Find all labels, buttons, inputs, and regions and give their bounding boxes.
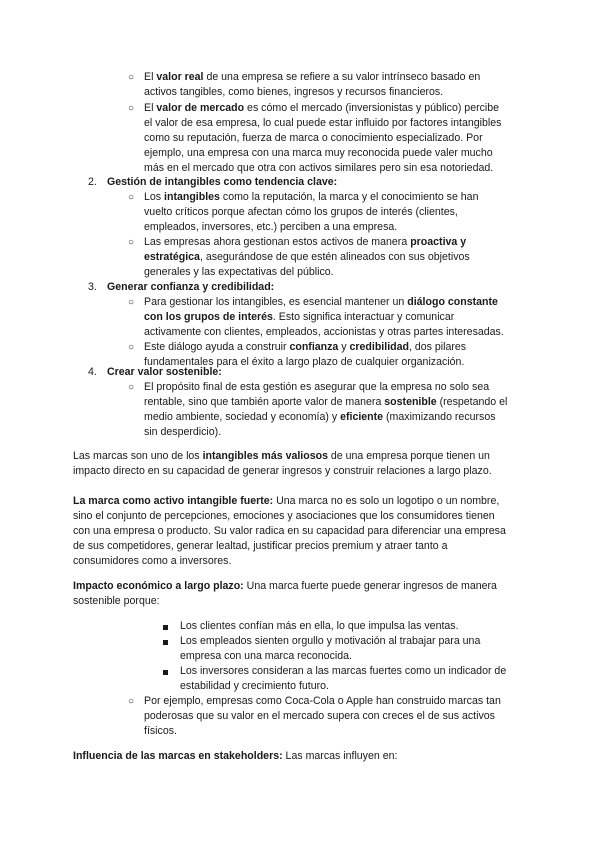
text-run: empleados, inversores, etc.) perciben a una empresa. bbox=[144, 221, 398, 233]
text-run: El propósito final de esta gestión es asegurar que la empresa no solo sea bbox=[144, 381, 490, 393]
text-line bbox=[144, 709, 495, 725]
text-run: Por ejemplo, empresas como Coca-Cola o Apple han construido marcas tan bbox=[144, 695, 501, 707]
text-run: Las empresas ahora gestionan estos activos de manera bbox=[144, 236, 411, 248]
text-line bbox=[180, 619, 459, 635]
square-bullet-icon bbox=[163, 625, 168, 630]
text-run: Las marcas influyen en: bbox=[282, 750, 398, 762]
bold-run: Gestión de intangibles como tendencia clave: bbox=[107, 176, 338, 188]
text-line bbox=[73, 449, 490, 465]
text-run: Para gestionar los intangibles, es esencial mantener un bbox=[144, 296, 408, 308]
text-line bbox=[144, 235, 466, 251]
square-bullet-icon bbox=[163, 670, 168, 675]
text-line bbox=[144, 190, 478, 206]
text-line bbox=[144, 131, 483, 147]
bold-run: sostenible bbox=[384, 396, 437, 408]
text-line bbox=[144, 146, 493, 162]
circle-bullet-icon: ○ bbox=[128, 72, 135, 83]
text-line bbox=[73, 509, 495, 525]
text-line bbox=[180, 664, 506, 680]
bold-run: proactiva y bbox=[410, 236, 467, 248]
text-line bbox=[144, 310, 454, 326]
text-line bbox=[180, 649, 352, 665]
text-line bbox=[144, 265, 334, 281]
text-line bbox=[107, 175, 337, 191]
bold-run: Influencia de las marcas en stakeholders: bbox=[73, 750, 283, 762]
text-run: empresa con una marca reconocida. bbox=[180, 650, 352, 662]
text-run: (respetando el bbox=[436, 396, 508, 408]
text-run: , asegurándose de que estén alineados con sus objetivos bbox=[199, 251, 470, 263]
circle-bullet-icon: ○ bbox=[128, 696, 135, 707]
text-run: como su reputación, fuerza de marca o conocimiento especializado. Por bbox=[144, 132, 483, 144]
text-run: vuelto críticos porque afectan cómo los grupos de interés (clientes, bbox=[144, 206, 458, 218]
text-line bbox=[144, 85, 443, 101]
text-line bbox=[144, 295, 498, 311]
text-line bbox=[144, 395, 507, 411]
text-run: El bbox=[144, 71, 157, 83]
text-line bbox=[144, 220, 397, 236]
text-run: (maximizando recursos bbox=[383, 411, 496, 423]
text-run: poderosas que su valor en el mercado supera con creces el de sus activos bbox=[144, 710, 495, 722]
bold-run: Crear valor sostenible: bbox=[107, 366, 222, 378]
text-run: de una empresa se refiere a su valor intrínseco basado en bbox=[203, 71, 481, 83]
text-run: impacto directo en su capacidad de generar ingresos y construir relaciones a largo plazo. bbox=[73, 465, 492, 477]
bold-run: diálogo constante bbox=[407, 296, 498, 308]
circle-bullet-icon: ○ bbox=[128, 237, 135, 248]
text-line bbox=[144, 101, 499, 117]
text-line bbox=[144, 724, 177, 740]
text-run: . Esto significa interactuar y comunicar bbox=[272, 311, 455, 323]
text-run: Los empleados sienten orgullo y motivación al trabajar para una bbox=[180, 635, 481, 647]
text-run: Una marca no es solo un logotipo o un nombre, bbox=[273, 495, 500, 507]
text-line bbox=[144, 340, 466, 356]
bold-run: valor de mercado bbox=[156, 102, 245, 114]
text-run: Las marcas son uno de los bbox=[73, 450, 203, 462]
text-run: más en el mercado que otra con activos similares pero sin esa notoriedad. bbox=[144, 162, 494, 174]
text-run: Los inversores consideran a las marcas fuertes como un indicador de bbox=[180, 665, 507, 677]
bold-run: credibilidad bbox=[349, 341, 409, 353]
text-line bbox=[144, 325, 504, 341]
text-run: sostenible porque: bbox=[73, 595, 160, 607]
text-line bbox=[107, 365, 222, 381]
text-line bbox=[73, 579, 497, 595]
text-run: Los bbox=[144, 191, 165, 203]
circle-bullet-icon: ○ bbox=[128, 342, 135, 353]
text-line bbox=[180, 679, 329, 695]
bold-run: intangibles bbox=[164, 191, 220, 203]
bold-run: Generar confianza y credibilidad: bbox=[107, 281, 275, 293]
text-line bbox=[107, 280, 274, 296]
text-line bbox=[144, 70, 480, 86]
text-line bbox=[144, 425, 221, 441]
circle-bullet-icon: ○ bbox=[128, 103, 135, 114]
text-run: de una empresa porque tienen un bbox=[327, 450, 490, 462]
bold-run: eficiente bbox=[340, 411, 384, 423]
bold-run: estratégica bbox=[144, 251, 200, 263]
text-line bbox=[73, 464, 492, 480]
text-line bbox=[144, 116, 501, 132]
text-run: , dos pilares bbox=[408, 341, 467, 353]
text-run: estabilidad y crecimiento futuro. bbox=[180, 680, 329, 692]
text-line bbox=[144, 410, 496, 426]
circle-bullet-icon: ○ bbox=[128, 297, 135, 308]
text-run: y bbox=[338, 341, 350, 353]
text-line bbox=[144, 205, 458, 221]
text-line bbox=[73, 554, 231, 570]
text-line bbox=[73, 539, 448, 555]
text-run: rentable, sino que también aporte valor de manera bbox=[144, 396, 385, 408]
text-run: sin desperdicio). bbox=[144, 426, 222, 438]
text-run: sino el conjunto de percepciones, emociones y asociaciones que los consumidores tienen bbox=[73, 510, 495, 522]
text-run: consumidores como a inversores. bbox=[73, 555, 232, 567]
list-number-4: 4. bbox=[88, 366, 97, 378]
text-line bbox=[144, 694, 501, 710]
bold-run: con los grupos de interés bbox=[144, 311, 273, 323]
text-line bbox=[73, 494, 499, 510]
text-run: Una marca fuerte puede generar ingresos de manera bbox=[243, 580, 497, 592]
text-line bbox=[73, 524, 506, 540]
text-run: ejemplo, una empresa con una marca muy reconocida puede valer mucho bbox=[144, 147, 493, 159]
square-bullet-icon bbox=[163, 640, 168, 645]
text-run: generales y las expectativas del público. bbox=[144, 266, 334, 278]
circle-bullet-icon: ○ bbox=[128, 382, 135, 393]
bold-run: intangibles más valiosos bbox=[202, 450, 328, 462]
text-run: Este diálogo ayuda a construir bbox=[144, 341, 290, 353]
text-run: de sus competidores, generar lealtad, justificar precios premium y atraer tanto a bbox=[73, 540, 448, 552]
text-run: activamente con clientes, empleados, accionistas y otras partes interesadas. bbox=[144, 326, 504, 338]
list-number-3: 3. bbox=[88, 281, 97, 293]
text-line bbox=[73, 594, 160, 610]
text-run: físicos. bbox=[144, 725, 177, 737]
text-run: el valor de esa empresa, lo cual puede estar influido por factores intangibles bbox=[144, 117, 502, 129]
text-run: es cómo el mercado (inversionistas y público) percibe bbox=[244, 102, 500, 114]
circle-bullet-icon: ○ bbox=[128, 192, 135, 203]
list-number-2: 2. bbox=[88, 176, 97, 188]
bold-run: La marca como activo intangible fuerte: bbox=[73, 495, 274, 507]
text-line bbox=[73, 749, 397, 765]
text-run: Los clientes confían más en ella, lo que impulsa las ventas. bbox=[180, 620, 459, 632]
text-run: fundamentales para el éxito a largo plazo de cualquier organización. bbox=[144, 356, 465, 368]
bold-run: Impacto económico a largo plazo: bbox=[73, 580, 244, 592]
text-line bbox=[144, 380, 489, 396]
text-run: medio ambiente, sociedad y economía) y bbox=[144, 411, 341, 423]
bold-run: confianza bbox=[289, 341, 339, 353]
text-run: activos tangibles, como bienes, ingresos y recursos financieros. bbox=[144, 86, 444, 98]
bold-run: valor real bbox=[156, 71, 204, 83]
text-run: con una empresa o producto. Su valor radica en su capacidad para diferenciar una empresa bbox=[73, 525, 506, 537]
text-run: como la reputación, la marca y el conocimiento se han bbox=[219, 191, 479, 203]
text-run: El bbox=[144, 102, 157, 114]
text-line bbox=[180, 634, 480, 650]
text-line bbox=[144, 250, 470, 266]
